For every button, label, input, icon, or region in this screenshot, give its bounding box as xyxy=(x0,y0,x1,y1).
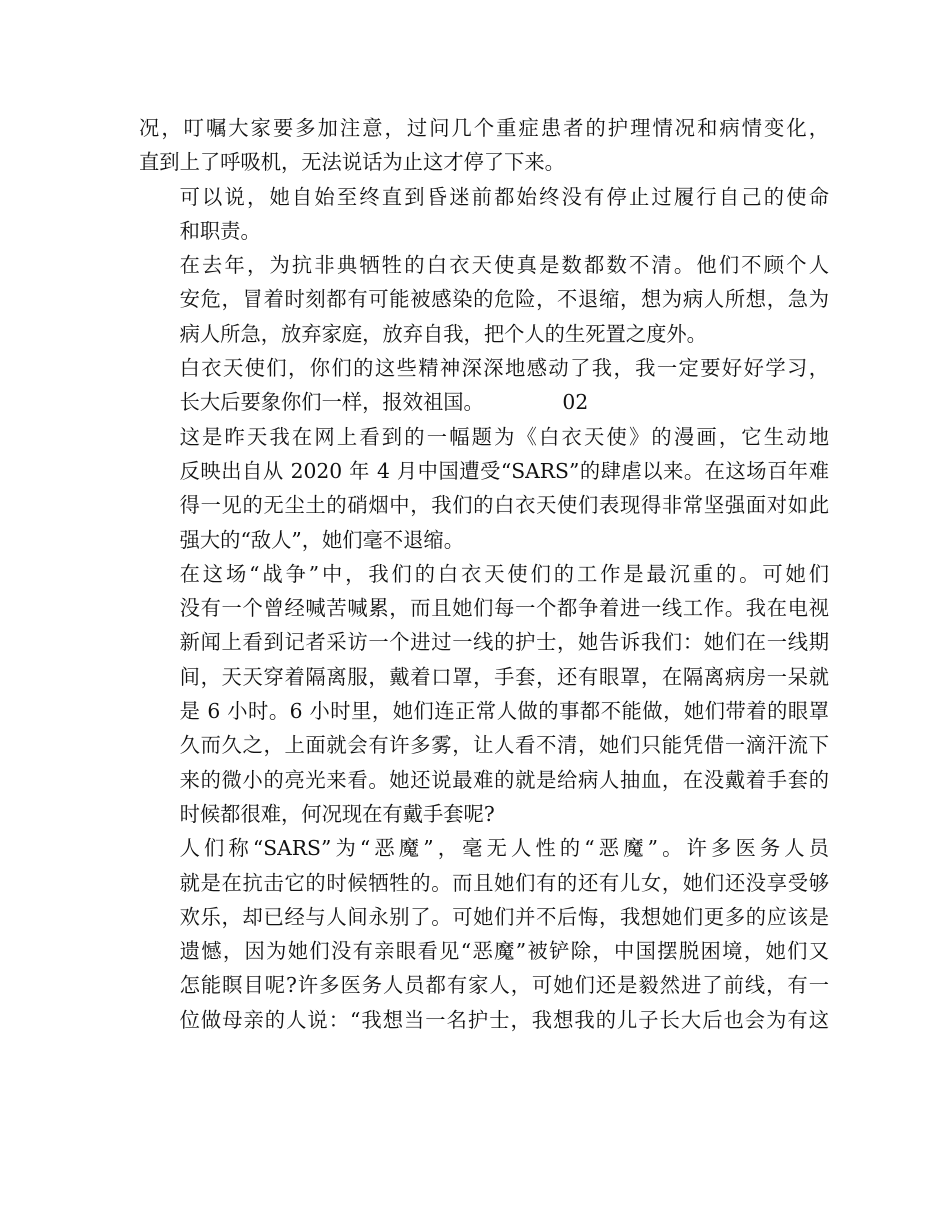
paragraph-5 xyxy=(139,420,829,557)
text-line: 直到上了呼吸机，无法说话为止这才停了下来。 xyxy=(139,150,565,175)
text-line: 怎能瞑目呢?许多医务人员都有家人，可她们还是毅然进了前线，有一 xyxy=(179,973,829,998)
text-line: 白衣天使们，你们的这些精神深深地感动了我，我一定要好好学习， xyxy=(179,356,829,381)
section-number: 02 xyxy=(562,390,589,415)
text-line: 人们称“SARS”为“恶魔”，毫无人性的“恶魔”。许多医务人员 xyxy=(179,836,829,861)
text-line: 可以说，她自始至终直到昏迷前都始终没有停止过履行自己的使命 xyxy=(179,184,829,209)
text-line: 来的微小的亮光来看。她还说最难的就是给病人抽血，在没戴着手套的 xyxy=(179,767,829,792)
text-line: 和职责。 xyxy=(179,218,261,243)
paragraph-6 xyxy=(139,557,829,831)
text-line-content: 长大后要象你们一样，报效祖国。 xyxy=(179,390,484,415)
text-line: 是 6 小时。6 小时里，她们连正常人做的事都不能做，她们带着的眼罩 xyxy=(179,699,829,724)
text-line: 况，叮嘱大家要多加注意，过问几个重症患者的护理情况和病情变化， xyxy=(139,116,829,140)
paragraph-7 xyxy=(139,831,829,1037)
paragraph-2 xyxy=(139,180,829,249)
text-line: 反映出自从 2020 年 4 月中国遭受“SARS”的肆虐以来。在这场百年难 xyxy=(179,458,829,483)
document-body xyxy=(139,111,829,1037)
text-line: 位做母亲的人说：“我想当一名护士，我想我的儿子长大后也会为有这 xyxy=(179,1007,829,1032)
paragraph-4 xyxy=(139,351,829,420)
text-line: 这是昨天我在网上看到的一幅题为《白衣天使》的漫画，它生动地 xyxy=(179,424,829,449)
text-line: 在这场“战争”中，我们的白衣天使们的工作是最沉重的。可她们 xyxy=(179,561,829,586)
text-line: 在去年，为抗非典牺牲的白衣天使真是数都数不清。他们不顾个人 xyxy=(179,253,829,278)
text-line: 久而久之，上面就会有许多雾，让人看不清，她们只能凭借一滴汗流下 xyxy=(179,733,829,758)
paragraph-1 xyxy=(139,111,829,180)
text-line: 安危，冒着时刻都有可能被感染的危险，不退缩，想为病人所想，急为 xyxy=(179,287,829,312)
text-line: 遗憾，因为她们没有亲眼看见“恶魔”被铲除，中国摆脱困境，她们又 xyxy=(179,939,829,964)
text-line: 病人所急，放弃家庭，放弃自我，把个人的生死置之度外。 xyxy=(179,321,707,346)
text-line: 间，天天穿着隔离服，戴着口罩，手套，还有眼罩，在隔离病房一呆就 xyxy=(179,664,829,689)
text-line: 强大的“敌人”，她们毫不退缩。 xyxy=(179,527,464,552)
text-line: 时候都很难，何况现在有戴手套呢? xyxy=(179,801,495,826)
text-line xyxy=(139,385,829,419)
text-line: 新闻上看到记者采访一个进过一线的护士，她告诉我们：她们在一线期 xyxy=(179,630,829,655)
text-line: 就是在抗击它的时候牺牲的。而且她们有的还有儿女，她们还没享受够 xyxy=(179,870,829,895)
paragraph-3 xyxy=(139,248,829,351)
text-line: 欢乐，却已经与人间永别了。可她们并不后悔，我想她们更多的应该是 xyxy=(179,904,829,929)
text-line: 得一见的无尘土的硝烟中，我们的白衣天使们表现得非常坚强面对如此 xyxy=(179,493,829,518)
text-line: 没有一个曾经喊苦喊累，而且她们每一个都争着进一线工作。我在电视 xyxy=(179,596,829,621)
